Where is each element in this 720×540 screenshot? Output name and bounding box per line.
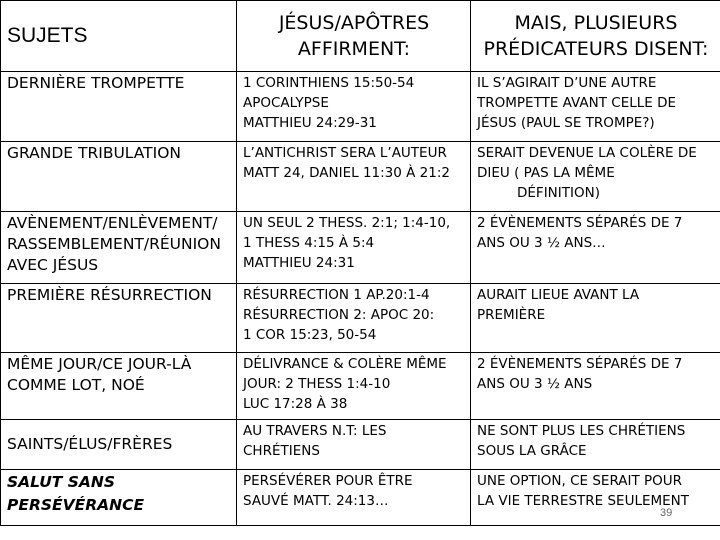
preachers-line: JÉSUS (PAUL SE TROMPE?) xyxy=(477,115,655,131)
apostles-line: AU TRAVERS N.T: LES xyxy=(243,423,387,439)
apostles-line: 1 CORINTHIENS 15:50-54 xyxy=(243,75,415,91)
preachers-line: SOUS LA GRÂCE xyxy=(477,443,587,459)
header-apostles-line: JÉSUS/APÔTRES xyxy=(278,11,430,34)
apostles-line: APOCALYPSE xyxy=(243,95,329,111)
apostles-line: RÉSURRECTION 2: APOC 20: xyxy=(243,307,435,323)
table-row xyxy=(1,284,720,353)
header-apostles-line: AFFIRMENT: xyxy=(297,37,411,60)
preachers-line: DÉFINITION) xyxy=(517,185,600,201)
apostles-line: L’ANTICHRIST SERA L’AUTEUR xyxy=(243,145,447,161)
preachers-line: IL S’AGIRAIT D’UNE AUTRE xyxy=(477,75,657,91)
subject-line: AVÈNEMENT/ENLÈVEMENT/ xyxy=(7,214,218,232)
preachers-line: TROMPETTE AVANT CELLE DE xyxy=(477,95,677,111)
subject-line: RASSEMBLEMENT/RÉUNION xyxy=(7,235,221,253)
apostles-cell xyxy=(237,470,471,526)
preachers-line: PREMIÈRE xyxy=(477,307,546,323)
apostles-line: MATTHIEU 24:29-31 xyxy=(243,115,377,131)
preachers-line: DIEU ( PAS LA MÊME xyxy=(477,165,615,181)
preachers-line: UNE OPTION, CE SERAIT POUR xyxy=(477,473,683,489)
subject-cell xyxy=(1,353,237,420)
preachers-cell xyxy=(471,72,720,142)
apostles-line: MATTHIEU 24:31 xyxy=(243,255,355,271)
apostles-line: MATT 24, DANIEL 11:30 À 21:2 xyxy=(243,165,450,181)
preachers-cell xyxy=(471,420,720,470)
apostles-line: SAUVÉ MATT. 24:13… xyxy=(243,493,389,509)
subject-cell xyxy=(1,470,237,526)
preachers-line: 2 ÉVÈNEMENTS SÉPARÉS DE 7 xyxy=(477,356,683,372)
table-row xyxy=(1,72,720,142)
subject-cell xyxy=(1,212,237,284)
table-row xyxy=(1,420,720,470)
preachers-cell xyxy=(471,212,720,284)
preachers-line: AURAIT LIEUE AVANT LA xyxy=(477,287,640,303)
preachers-line: ANS OU 3 ½ ANS xyxy=(477,376,593,392)
apostles-cell xyxy=(237,72,471,142)
preachers-cell xyxy=(471,353,720,420)
header-preachers-line: MAIS, PLUSIEURS xyxy=(514,11,678,34)
header-preachers-line: PRÉDICATEURS DISENT: xyxy=(483,37,709,60)
preachers-line: SERAIT DEVENUE LA COLÈRE DE xyxy=(477,145,697,161)
preachers-line: ANS OU 3 ½ ANS… xyxy=(477,235,606,251)
subject-line: SAINTS/ÉLUS/FRÈRES xyxy=(7,434,173,453)
preachers-cell xyxy=(471,142,720,212)
apostles-line: UN SEUL 2 THESS. 2:1; 1:4-10, xyxy=(243,215,451,231)
preachers-cell xyxy=(471,470,720,526)
table-row xyxy=(1,353,720,420)
apostles-cell xyxy=(237,420,471,470)
table-row xyxy=(1,142,720,212)
table-row xyxy=(1,470,720,526)
preachers-line: NE SONT PLUS LES CHRÉTIENS xyxy=(477,423,686,439)
apostles-line: PERSÉVÉRER POUR ÊTRE xyxy=(243,473,413,489)
subject-line: AVEC JÉSUS xyxy=(7,256,99,274)
header-preachers xyxy=(471,1,720,72)
apostles-line: 1 COR 15:23, 50-54 xyxy=(243,327,377,343)
apostles-cell xyxy=(237,284,471,353)
apostles-line: CHRÉTIENS xyxy=(243,443,320,459)
preachers-cell xyxy=(471,284,720,353)
preachers-line: 2 ÉVÈNEMENTS SÉPARÉS DE 7 xyxy=(477,215,683,231)
apostles-line: JOUR: 2 THESS 1:4-10 xyxy=(243,376,391,392)
apostles-cell xyxy=(237,353,471,420)
header-apostles xyxy=(237,1,471,72)
subject-line: PREMIÈRE RÉSURRECTION xyxy=(7,286,212,304)
apostles-cell xyxy=(237,212,471,284)
subject-cell xyxy=(1,420,237,470)
subject-line: MÊME JOUR/CE JOUR-LÀ xyxy=(7,355,192,373)
table-row xyxy=(1,212,720,284)
subject-line: DERNIÈRE TROMPETTE xyxy=(7,74,185,92)
subject-line: PERSÉVÉRANCE xyxy=(7,496,145,514)
preachers-line: LA VIE TERRESTRE SEULEMENT xyxy=(477,493,690,509)
apostles-line: RÉSURRECTION 1 AP.20:1-4 xyxy=(243,287,430,303)
page-number: 39 xyxy=(660,507,673,519)
subject-line: SALUT SANS xyxy=(7,473,116,491)
subject-cell xyxy=(1,142,237,212)
apostles-cell xyxy=(237,142,471,212)
subject-line: COMME LOT, NOÉ xyxy=(7,376,145,394)
apostles-line: DÉLIVRANCE & COLÈRE MÊME xyxy=(243,356,447,372)
subject-cell xyxy=(1,284,237,353)
header-subjects: SUJETS xyxy=(1,1,237,72)
apostles-line: LUC 17:28 À 38 xyxy=(243,396,348,412)
subject-cell xyxy=(1,72,237,142)
subject-line: GRANDE TRIBULATION xyxy=(7,144,182,162)
apostles-line: 1 THESS 4:15 À 5:4 xyxy=(243,235,375,251)
header-row xyxy=(1,1,720,72)
